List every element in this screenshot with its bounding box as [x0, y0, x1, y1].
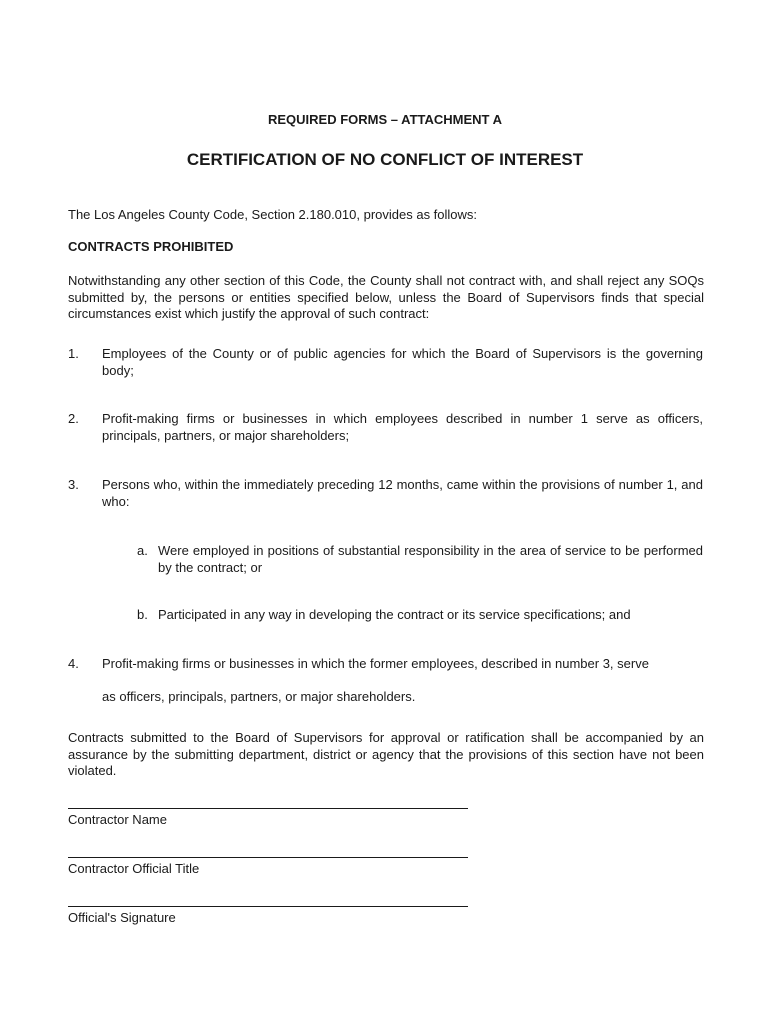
item-text-3: Persons who, within the immediately preceding 12 months, came within the provisions of number 1, and who: — [102, 477, 703, 509]
official-signature-label: Official's Signature — [68, 910, 176, 925]
signature-line-name[interactable] — [68, 808, 468, 809]
item-text-4: Profit-making firms or businesses in which the former employees, described in number 3, serve — [102, 656, 649, 671]
item-number-3: 3. — [68, 477, 79, 492]
subitem-text-a: Were employed in positions of substantial responsibility in the area of service to be performed by the contract; or — [158, 543, 703, 575]
signature-line-title[interactable] — [68, 857, 468, 858]
contractor-title-label: Contractor Official Title — [68, 861, 200, 876]
contractor-name-label: Contractor Name — [68, 812, 167, 827]
item-number-4: 4. — [68, 656, 79, 671]
signature-line-signature[interactable] — [68, 906, 468, 907]
item-number-2: 2. — [68, 411, 79, 426]
item-text-2: Profit-making firms or businesses in which employees described in number 1 serve as officers, principals, partners, or major shareholders; — [102, 411, 703, 443]
form-header: REQUIRED FORMS – ATTACHMENT A — [268, 112, 502, 127]
document-title: CERTIFICATION OF NO CONFLICT OF INTEREST — [186, 150, 584, 169]
intro-paragraph: The Los Angeles County Code, Section 2.180.010, provides as follows: — [68, 207, 478, 222]
section-heading: CONTRACTS PROHIBITED — [68, 239, 234, 254]
subitem-text-b: Participated in any way in developing the contract or its service specifications; and — [158, 607, 631, 622]
item-text-1: Employees of the County or of public agencies for which the Board of Supervisors is the governing body; — [102, 346, 703, 378]
closing-paragraph: Contracts submitted to the Board of Supervisors for approval or ratification shall be accompanied by an assurance by the submitting department, district or agency that the provisions of this section have not been violated. — [68, 730, 704, 778]
subitem-letter-b: b. — [137, 607, 148, 622]
item-4-continuation: as officers, principals, partners, or major shareholders. — [102, 689, 416, 704]
item-number-1: 1. — [68, 346, 79, 361]
subitem-letter-a: a. — [137, 543, 148, 558]
preamble-paragraph: Notwithstanding any other section of this Code, the County shall not contract with, and shall reject any SOQs submitted by, the persons or entities specified below, unless the Board of Supervisors finds that special circumstances exist which justify the approval of such contract: — [68, 273, 704, 321]
